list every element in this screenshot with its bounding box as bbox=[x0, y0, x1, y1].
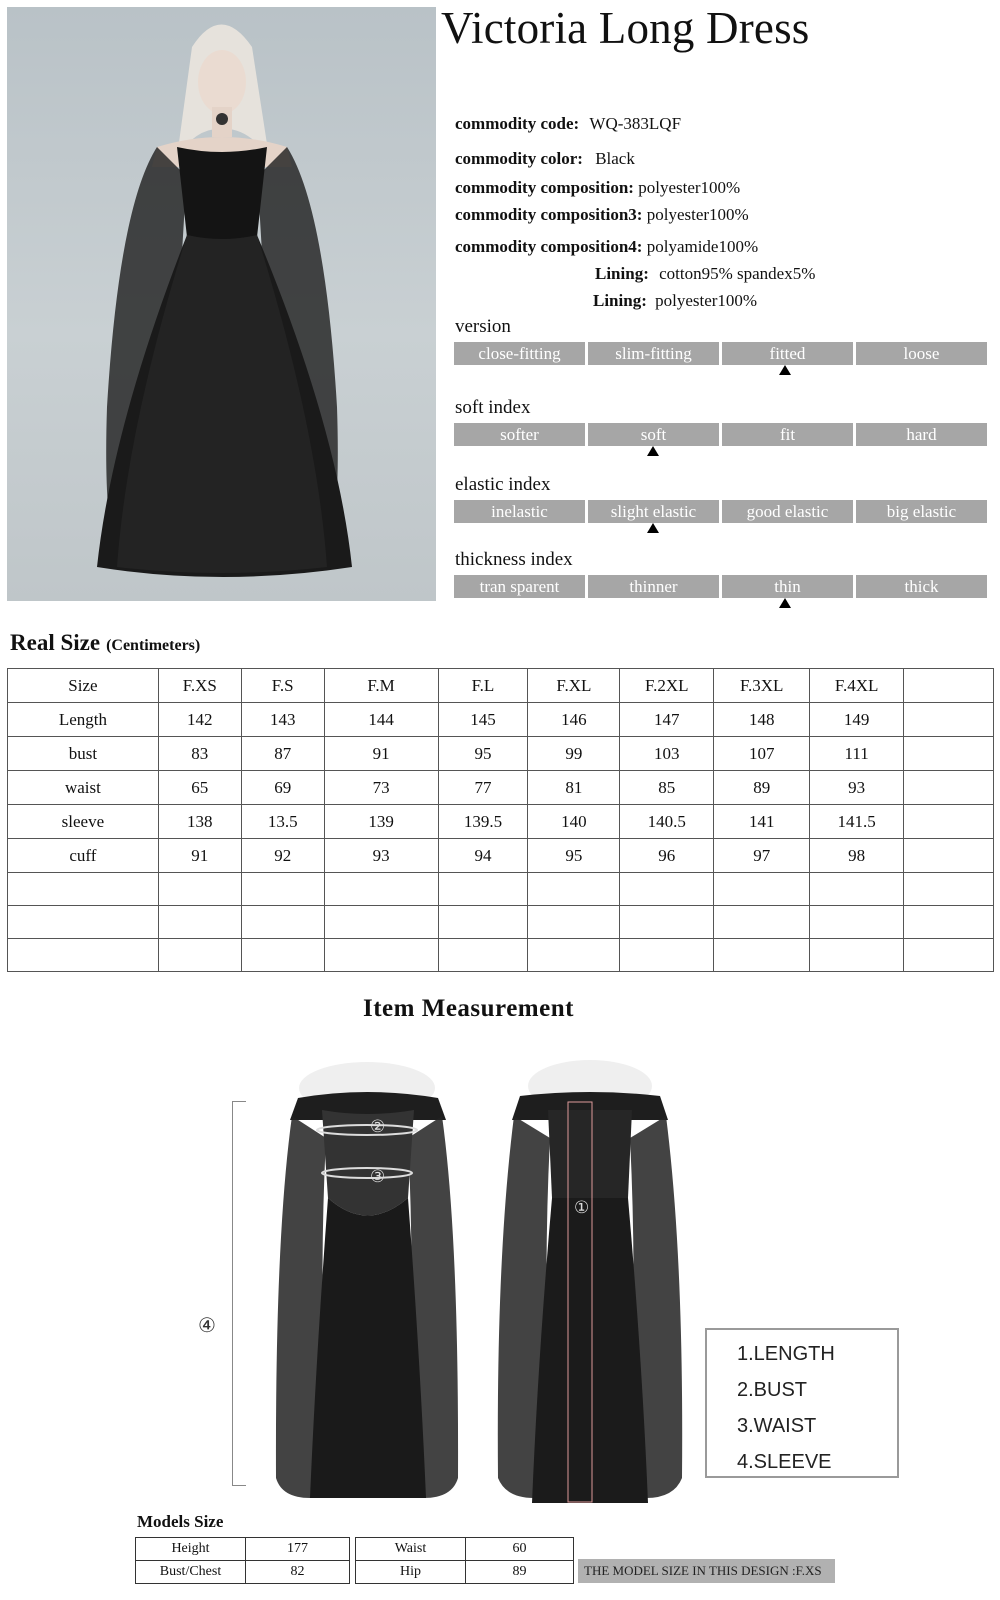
table-cell bbox=[241, 939, 324, 972]
table-cell bbox=[904, 939, 994, 972]
table-cell bbox=[810, 906, 904, 939]
row-label-cell: waist bbox=[8, 771, 159, 805]
table-cell: 140.5 bbox=[620, 805, 714, 839]
table-cell bbox=[241, 906, 324, 939]
table-cell: 145 bbox=[438, 703, 528, 737]
model-size-label: Hip bbox=[356, 1561, 466, 1584]
model-size-value: 177 bbox=[246, 1538, 350, 1561]
spec-label: Lining: bbox=[595, 264, 649, 283]
table-cell bbox=[904, 805, 994, 839]
scale-option: loose bbox=[856, 342, 987, 365]
measurement-legend bbox=[705, 1328, 899, 1478]
legend-item: 4.SLEEVE bbox=[737, 1451, 832, 1473]
scale-option: big elastic bbox=[856, 500, 987, 523]
table-cell bbox=[620, 939, 714, 972]
sleeve-marker: ④ bbox=[198, 1313, 216, 1337]
table-cell: 87 bbox=[241, 737, 324, 771]
model-photo-illustration bbox=[7, 7, 436, 601]
spec-value: polyamide100% bbox=[646, 237, 759, 256]
table-row bbox=[136, 1561, 350, 1584]
table-cell: 92 bbox=[241, 839, 324, 873]
table-cell bbox=[438, 939, 528, 972]
spec-commodity-composition4 bbox=[455, 237, 758, 257]
table-cell: 95 bbox=[438, 737, 528, 771]
spec-lining-2 bbox=[593, 291, 757, 311]
scale-soft bbox=[454, 423, 987, 446]
scale-option: thin bbox=[722, 575, 853, 598]
row-label-cell: bust bbox=[8, 737, 159, 771]
table-cell: 96 bbox=[620, 839, 714, 873]
item-measurement-heading: Item Measurement bbox=[363, 995, 574, 1022]
scale-title-soft: soft index bbox=[455, 397, 531, 418]
scale-title-thickness: thickness index bbox=[455, 549, 573, 570]
sleeve-dimension-line bbox=[232, 1101, 246, 1486]
model-size-value: 82 bbox=[246, 1561, 350, 1584]
scale-thickness bbox=[454, 575, 987, 598]
selected-marker bbox=[779, 365, 791, 375]
table-cell bbox=[438, 906, 528, 939]
table-cell bbox=[904, 737, 994, 771]
model-size-label: Waist bbox=[356, 1538, 466, 1561]
table-cell: 148 bbox=[714, 703, 810, 737]
spec-value: polyester100% bbox=[655, 291, 758, 310]
length-marker: ① bbox=[574, 1198, 590, 1218]
bust-marker: ② bbox=[370, 1117, 386, 1137]
table-cell: 138 bbox=[158, 805, 241, 839]
table-cell: 97 bbox=[714, 839, 810, 873]
scale-title-elastic: elastic index bbox=[455, 474, 551, 495]
table-cell: F.3XL bbox=[714, 669, 810, 703]
spec-value: polyester100% bbox=[638, 178, 741, 197]
spec-label: commodity code: bbox=[455, 114, 580, 133]
spec-value: Black bbox=[595, 149, 635, 168]
real-size-unit: (Centimeters) bbox=[106, 637, 201, 654]
table-cell: 93 bbox=[324, 839, 438, 873]
table-cell: 99 bbox=[528, 737, 620, 771]
table-cell: 95 bbox=[528, 839, 620, 873]
table-row bbox=[8, 669, 994, 703]
spec-commodity-code bbox=[455, 114, 681, 134]
scale-option: slight elastic bbox=[588, 500, 719, 523]
table-cell: 139.5 bbox=[438, 805, 528, 839]
table-cell bbox=[714, 906, 810, 939]
spec-value: WQ-383LQF bbox=[589, 114, 682, 133]
table-cell: 13.5 bbox=[241, 805, 324, 839]
table-cell: 147 bbox=[620, 703, 714, 737]
table-cell bbox=[810, 939, 904, 972]
waist-marker: ③ bbox=[370, 1167, 386, 1187]
dress-front-diagram bbox=[270, 1058, 460, 1508]
row-label-cell: Length bbox=[8, 703, 159, 737]
table-row bbox=[8, 805, 994, 839]
table-cell bbox=[714, 939, 810, 972]
table-cell: F.XS bbox=[158, 669, 241, 703]
table-cell: 141 bbox=[714, 805, 810, 839]
row-label-cell: sleeve bbox=[8, 805, 159, 839]
row-label-cell: cuff bbox=[8, 839, 159, 873]
spec-lining-1 bbox=[595, 264, 815, 284]
scale-option: inelastic bbox=[454, 500, 585, 523]
size-table bbox=[7, 668, 994, 972]
scale-option: fitted bbox=[722, 342, 853, 365]
table-row bbox=[356, 1561, 574, 1584]
table-row bbox=[8, 703, 994, 737]
table-cell: F.2XL bbox=[620, 669, 714, 703]
table-cell bbox=[810, 873, 904, 906]
table-cell bbox=[324, 939, 438, 972]
spec-commodity-composition3 bbox=[455, 205, 749, 225]
table-row bbox=[8, 839, 994, 873]
scale-option: thick bbox=[856, 575, 987, 598]
table-row bbox=[8, 737, 994, 771]
scale-option: close-fitting bbox=[454, 342, 585, 365]
scale-option: slim-fitting bbox=[588, 342, 719, 365]
table-cell: 65 bbox=[158, 771, 241, 805]
table-cell bbox=[904, 669, 994, 703]
table-cell bbox=[158, 939, 241, 972]
spec-label: commodity composition3: bbox=[455, 205, 643, 224]
selected-marker bbox=[647, 446, 659, 456]
table-cell bbox=[324, 873, 438, 906]
model-size-label: Bust/Chest bbox=[136, 1561, 246, 1584]
table-cell: 69 bbox=[241, 771, 324, 805]
table-cell: 146 bbox=[528, 703, 620, 737]
table-cell: 149 bbox=[810, 703, 904, 737]
table-cell: 139 bbox=[324, 805, 438, 839]
table-cell bbox=[438, 873, 528, 906]
table-cell bbox=[324, 906, 438, 939]
spec-label: commodity color: bbox=[455, 149, 583, 168]
product-title: Victoria Long Dress bbox=[441, 3, 810, 53]
table-cell bbox=[528, 906, 620, 939]
table-cell bbox=[904, 771, 994, 805]
table-cell: 107 bbox=[714, 737, 810, 771]
real-size-title: Real Size bbox=[10, 630, 101, 655]
row-label-cell bbox=[8, 939, 159, 972]
model-size-table-left bbox=[135, 1537, 350, 1584]
legend-item: 2.BUST bbox=[737, 1379, 808, 1401]
table-cell: 98 bbox=[810, 839, 904, 873]
selected-marker bbox=[779, 598, 791, 608]
size-table-body bbox=[8, 669, 994, 972]
table-cell: 143 bbox=[241, 703, 324, 737]
table-cell: 91 bbox=[324, 737, 438, 771]
table-cell: 103 bbox=[620, 737, 714, 771]
row-label-cell bbox=[8, 906, 159, 939]
model-size-table-right bbox=[355, 1537, 574, 1584]
table-cell bbox=[528, 873, 620, 906]
scale-option: thinner bbox=[588, 575, 719, 598]
table-cell: F.M bbox=[324, 669, 438, 703]
table-cell: F.S bbox=[241, 669, 324, 703]
table-cell bbox=[904, 873, 994, 906]
table-cell: 73 bbox=[324, 771, 438, 805]
table-cell: 81 bbox=[528, 771, 620, 805]
table-row bbox=[356, 1538, 574, 1561]
model-size-label: Height bbox=[136, 1538, 246, 1561]
table-row bbox=[8, 906, 994, 939]
table-cell bbox=[904, 906, 994, 939]
scale-option: good elastic bbox=[722, 500, 853, 523]
model-photo bbox=[7, 7, 436, 601]
table-cell bbox=[904, 839, 994, 873]
model-size-note: THE MODEL SIZE IN THIS DESIGN :F.XS bbox=[578, 1559, 835, 1583]
scale-option: soft bbox=[588, 423, 719, 446]
real-size-heading bbox=[10, 630, 200, 656]
scale-version bbox=[454, 342, 987, 365]
table-cell: 144 bbox=[324, 703, 438, 737]
table-cell bbox=[158, 906, 241, 939]
spec-label: Lining: bbox=[593, 291, 647, 310]
table-cell: 77 bbox=[438, 771, 528, 805]
models-size-heading: Models Size bbox=[137, 1512, 224, 1531]
model-size-value: 89 bbox=[466, 1561, 574, 1584]
table-cell bbox=[241, 873, 324, 906]
table-cell: 93 bbox=[810, 771, 904, 805]
spec-commodity-color bbox=[455, 149, 635, 169]
row-label-cell: Size bbox=[8, 669, 159, 703]
table-cell bbox=[620, 873, 714, 906]
dress-back-diagram bbox=[490, 1058, 690, 1513]
table-cell: 83 bbox=[158, 737, 241, 771]
spec-label: commodity composition4: bbox=[455, 237, 643, 256]
table-cell: 94 bbox=[438, 839, 528, 873]
table-row bbox=[136, 1538, 350, 1561]
row-label-cell bbox=[8, 873, 159, 906]
scale-option: fit bbox=[722, 423, 853, 446]
selected-marker bbox=[647, 523, 659, 533]
table-cell bbox=[620, 906, 714, 939]
model-size-value: 60 bbox=[466, 1538, 574, 1561]
table-cell: F.4XL bbox=[810, 669, 904, 703]
table-cell: 111 bbox=[810, 737, 904, 771]
table-cell bbox=[158, 873, 241, 906]
table-cell: F.XL bbox=[528, 669, 620, 703]
scale-option: hard bbox=[856, 423, 987, 446]
scale-option: softer bbox=[454, 423, 585, 446]
table-cell bbox=[714, 873, 810, 906]
table-row bbox=[8, 771, 994, 805]
spec-value: polyester100% bbox=[646, 205, 749, 224]
legend-item: 1.LENGTH bbox=[737, 1343, 835, 1365]
table-cell: 142 bbox=[158, 703, 241, 737]
spec-label: commodity composition: bbox=[455, 178, 634, 197]
table-row bbox=[8, 873, 994, 906]
table-row bbox=[8, 939, 994, 972]
table-cell bbox=[904, 703, 994, 737]
scale-title-version: version bbox=[455, 316, 511, 337]
table-cell: 140 bbox=[528, 805, 620, 839]
table-cell: 85 bbox=[620, 771, 714, 805]
spec-commodity-composition bbox=[455, 178, 740, 198]
legend-item: 3.WAIST bbox=[737, 1415, 817, 1437]
table-cell: 91 bbox=[158, 839, 241, 873]
table-cell: 89 bbox=[714, 771, 810, 805]
table-cell: 141.5 bbox=[810, 805, 904, 839]
table-cell bbox=[528, 939, 620, 972]
scale-option: tran sparent bbox=[454, 575, 585, 598]
scale-elastic bbox=[454, 500, 987, 523]
table-cell: F.L bbox=[438, 669, 528, 703]
spec-value: cotton95% spandex5% bbox=[659, 264, 816, 283]
